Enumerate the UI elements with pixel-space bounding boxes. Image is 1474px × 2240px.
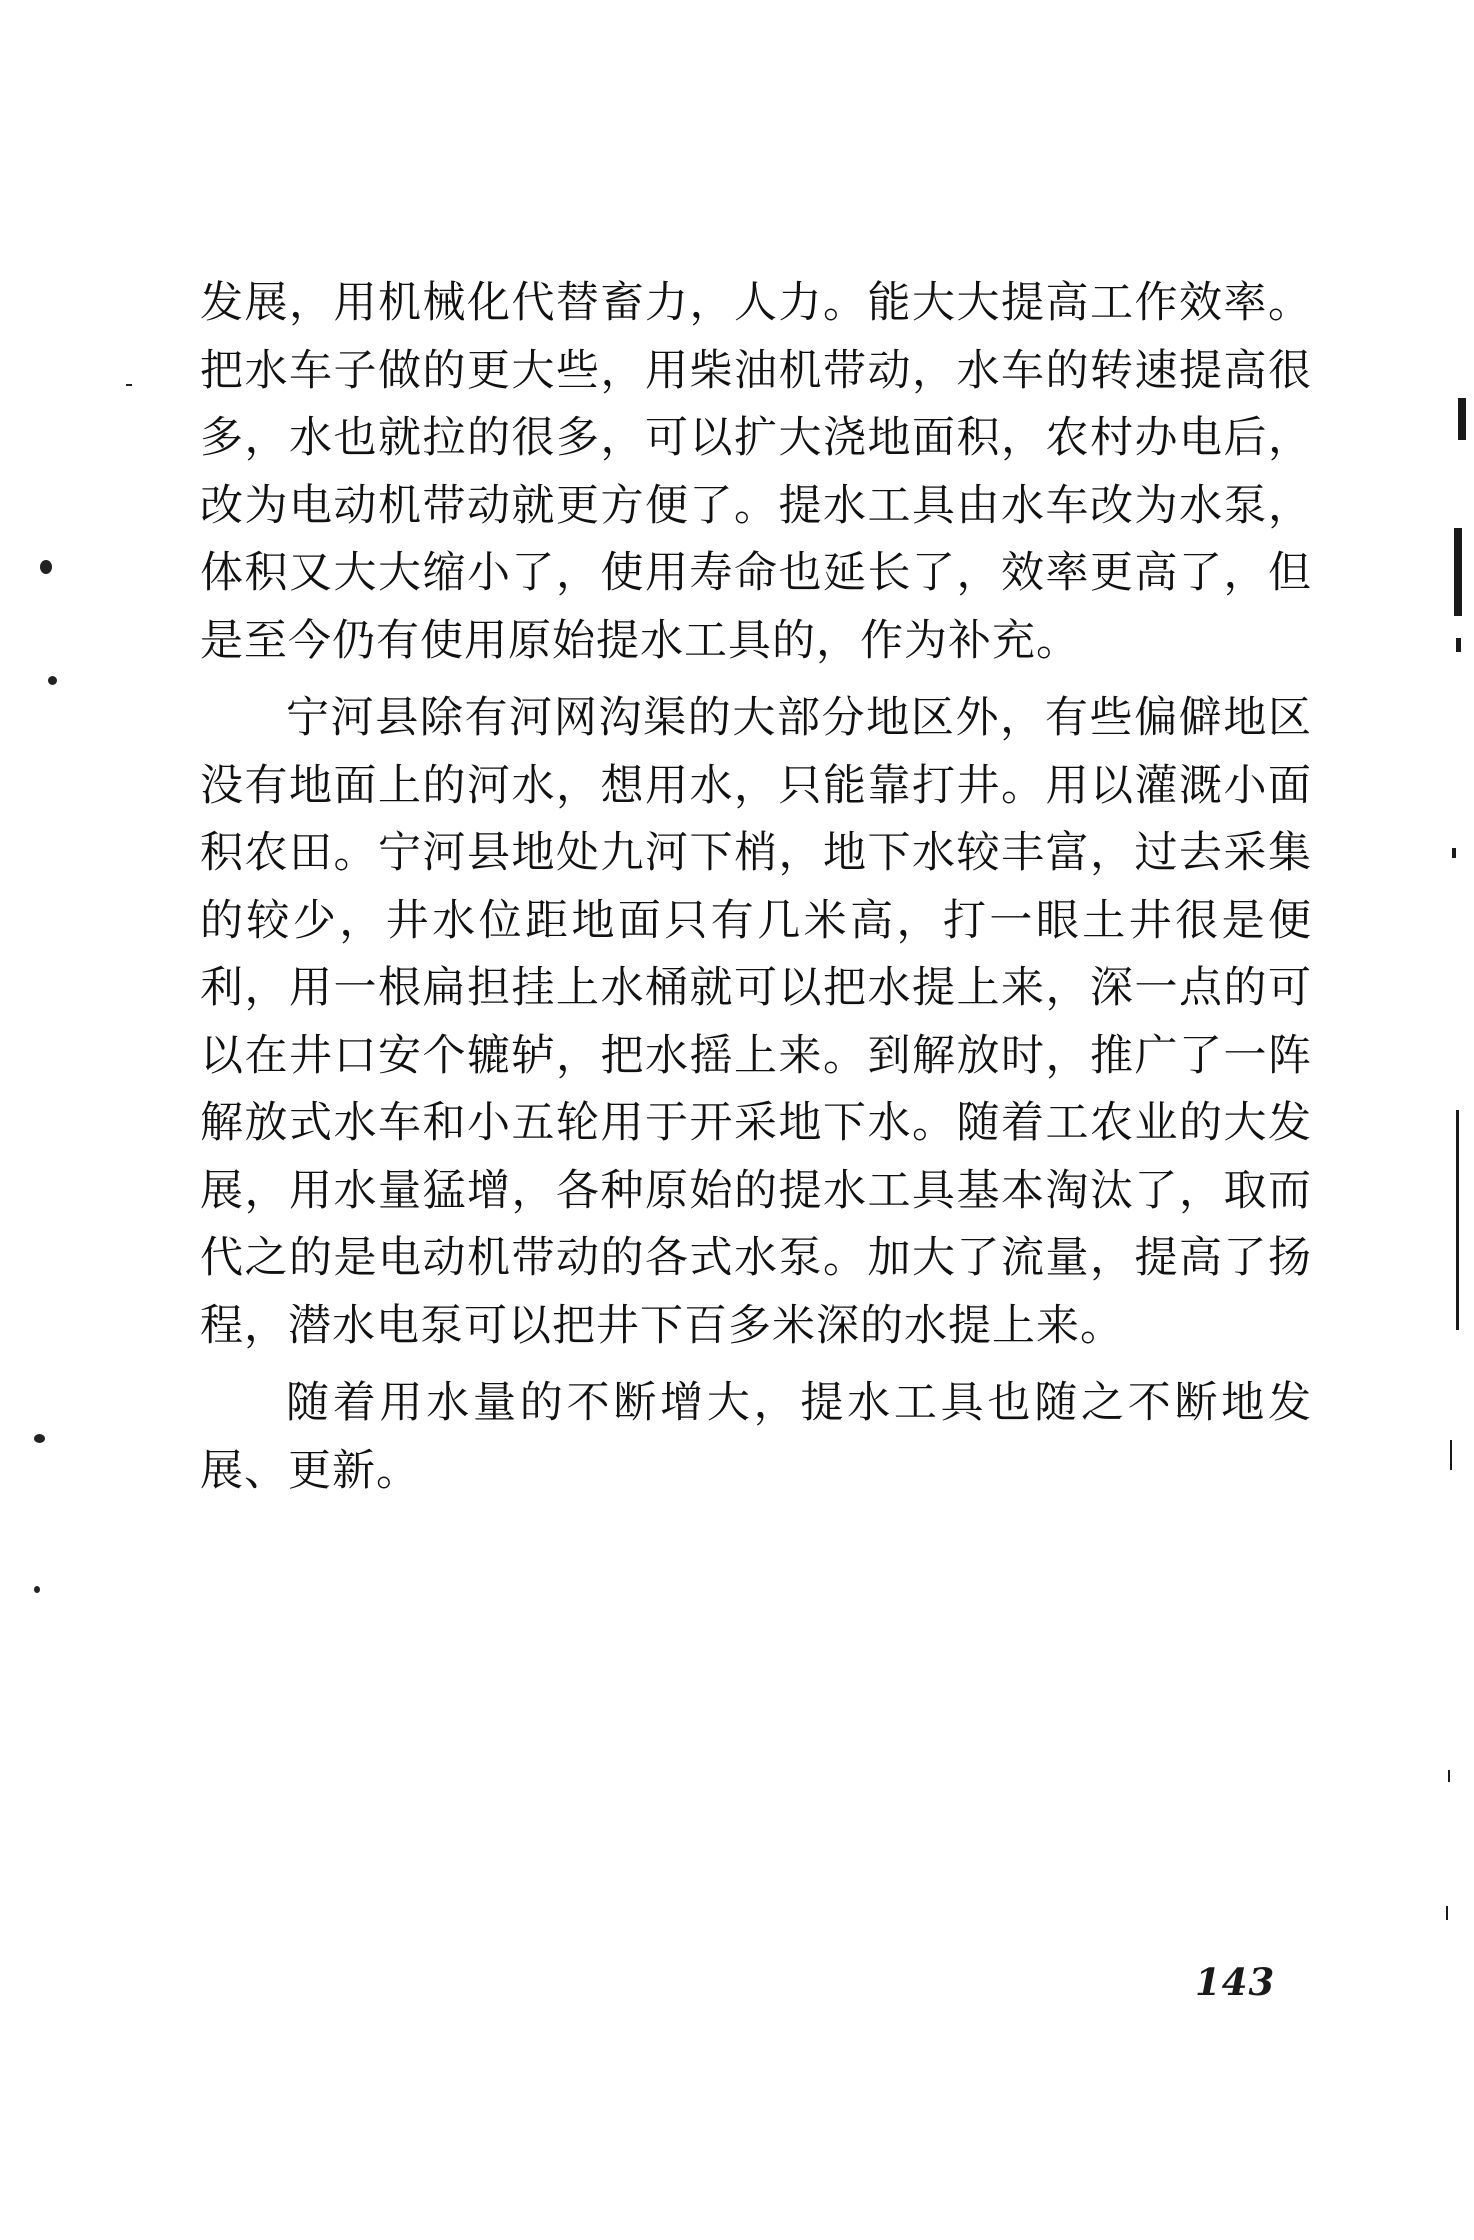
page-number: 143 (1195, 1960, 1276, 2004)
scan-edge-mark (1458, 398, 1466, 440)
scan-edge-mark (1454, 528, 1462, 616)
scan-edge-mark (1456, 1110, 1459, 1330)
scan-speck (34, 1434, 45, 1443)
scan-edge-mark (1448, 1770, 1450, 1782)
scan-speck (48, 676, 57, 685)
scan-edge-mark (1450, 1440, 1452, 1470)
scan-edge-mark (1452, 848, 1456, 858)
scan-speck (40, 560, 52, 574)
scan-speck (34, 1586, 40, 1593)
scan-edge-mark (1456, 638, 1461, 652)
scan-edge-mark (1446, 1906, 1448, 1920)
scan-speck (126, 384, 132, 386)
paragraph-3: 随着用水量的不断增大，提水工具也随之不断地发展、更新。 (200, 1378, 1312, 1496)
paragraph-1: 发展，用机械化代替畜力，人力。能大大提高工作效率。把水车子做的更大些，用柴油机带动，水车的转速提高很多，水也就拉的很多，可以扩大浇地面积，农村办电后，改为电动机带动就更方便了。提水工具由水车改为水泵，体积又大大缩小了，使用寿命也延长了，效率更高了，但是至今仍有使用原始提水工具的，作为补充。 (200, 278, 1312, 666)
paragraph-2: 宁河县除有河网沟渠的大部分地区外，有些偏僻地区没有地面上的河水，想用水，只能靠打井。用以灌溉小面积农田。宁河县地处九河下梢，地下水较丰富，过去采集的较少，井水位距地面只有几米高，打一眼土井很是便利，用一根扁担挂上水桶就可以把水提上来，深一点的可以在井口安个辘轳，把水摇上来。到解放时，推广了一阵解放式水车和小五轮用于开采地下水。随着工农业的大发展，用水量猛增，各种原始的提水工具基本淘汰了，取而代之的是电动机带动的各式水泵。加大了流量，提高了扬程，潜水电泵可以把井下百多米深的水提上来。 (200, 693, 1312, 1351)
body-text (200, 270, 1312, 1505)
